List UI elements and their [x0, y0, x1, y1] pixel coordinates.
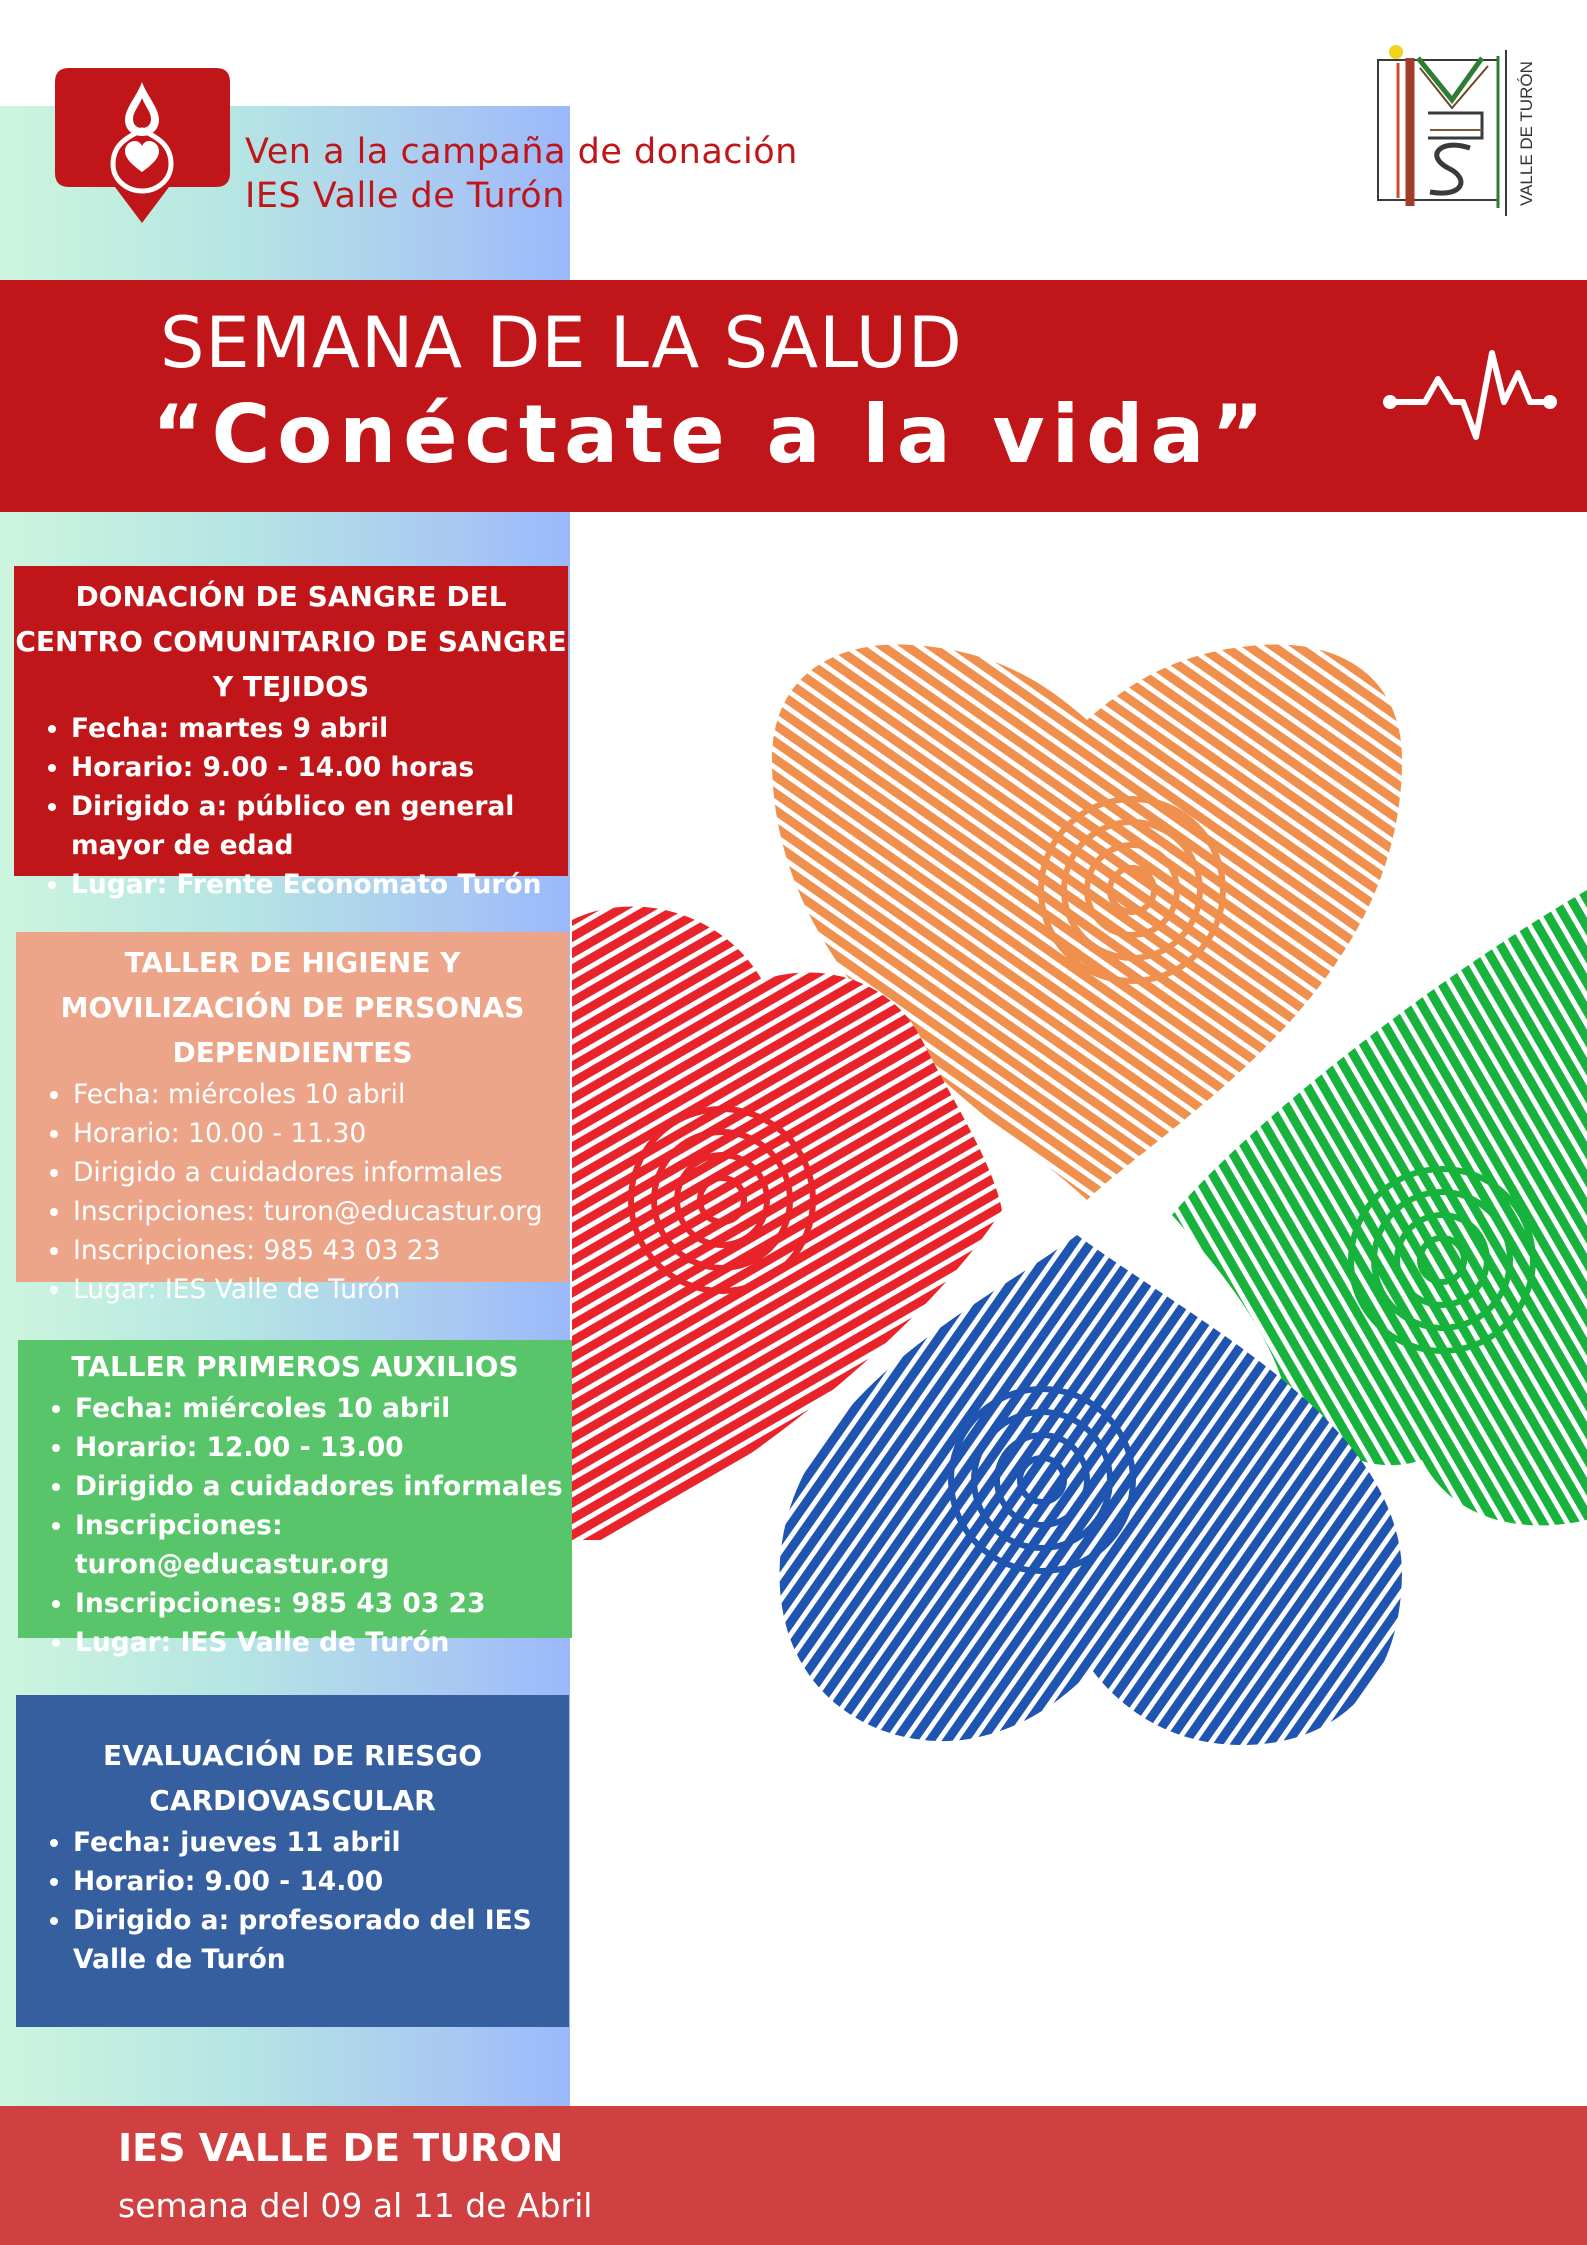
campaign-line-2: IES Valle de Turón [245, 176, 565, 216]
event-details [16, 1823, 569, 1979]
fingerprint-hearts-illustration [572, 560, 1587, 1830]
event-detail-place: • Lugar: IES Valle de Turón [75, 1623, 572, 1662]
event-details [18, 1389, 572, 1662]
event-detail-time: • Horario: 9.00 - 14.00 horas [71, 748, 568, 787]
page-title: SEMANA DE LA SALUD [160, 302, 963, 384]
event-card-hygiene-workshop [16, 932, 569, 1305]
school-logo [1370, 38, 1545, 223]
event-detail-date: • Fecha: miércoles 10 abril [75, 1389, 572, 1428]
footer-subtitle: semana del 09 al 11 de Abril [118, 2186, 593, 2225]
event-detail-date: • Fecha: jueves 11 abril [73, 1823, 569, 1862]
event-detail-date: • Fecha: miércoles 10 abril [73, 1075, 569, 1114]
event-detail-phone: • Inscripciones: 985 43 03 23 [75, 1584, 572, 1623]
event-detail-audience: • Dirigido a: profesorado del IES Valle de Turón [73, 1901, 569, 1979]
heartbeat-icon [1380, 345, 1560, 445]
footer-band [0, 2106, 1587, 2245]
title-banner [0, 280, 1587, 512]
event-detail-audience: • Dirigido a cuidadores informales [73, 1153, 569, 1192]
event-card-cardiovascular [16, 1695, 569, 2027]
event-detail-phone: • Inscripciones: 985 43 03 23 [73, 1231, 569, 1270]
event-title: TALLER DE HIGIENE Y MOVILIZACIÓN DE PERSONAS DEPENDIENTES [60, 946, 525, 1069]
event-detail-place: • Lugar: IES Valle de Turón [73, 1270, 569, 1309]
event-detail-email: • Inscripciones: turon@educastur.org [75, 1506, 572, 1584]
event-title: TALLER PRIMEROS AUXILIOS [71, 1350, 519, 1383]
event-detail-audience: • Dirigido a: público en general mayor de edad [71, 787, 568, 865]
campaign-invitation [245, 130, 798, 218]
event-title: DONACIÓN DE SANGRE DEL CENTRO COMUNITARIO DE SANGRE Y TEJIDOS [15, 580, 567, 703]
page-slogan: “Conéctate a la vida” [152, 388, 1271, 481]
event-detail-date: • Fecha: martes 9 abril [71, 709, 568, 748]
event-detail-time: • Horario: 9.00 - 14.00 [73, 1862, 569, 1901]
event-detail-time: • Horario: 10.00 - 11.30 [73, 1114, 569, 1153]
event-detail-time: • Horario: 12.00 - 13.00 [75, 1428, 572, 1467]
campaign-line-1: Ven a la campaña de donación [245, 132, 798, 172]
event-detail-email: • Inscripciones: turon@educastur.org [73, 1192, 569, 1231]
event-details [16, 1075, 569, 1309]
event-card-first-aid [18, 1340, 572, 1658]
event-details [14, 709, 568, 904]
footer-title: IES VALLE DE TURON [118, 2126, 564, 2170]
event-card-blood-donation [14, 566, 568, 900]
event-detail-place: • Lugar: Frente Economato Turón [71, 865, 568, 904]
event-detail-audience: • Dirigido a cuidadores informales [75, 1467, 572, 1506]
event-title: EVALUACIÓN DE RIESGO CARDIOVASCULAR [102, 1739, 483, 1817]
blood-drop-heart-icon [55, 68, 230, 228]
logo-text: VALLE DE TURÓN [1517, 61, 1536, 206]
